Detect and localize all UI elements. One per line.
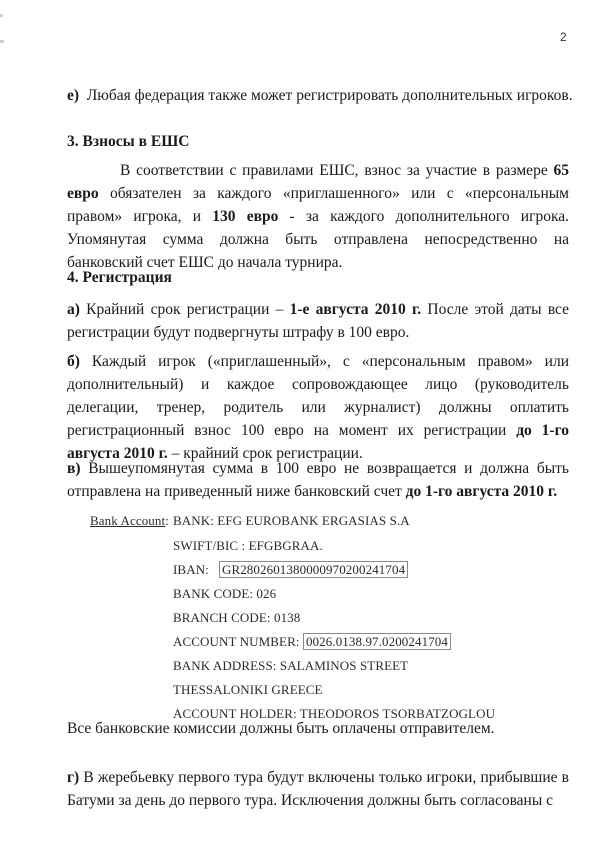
- bank-account-label: [90, 513, 169, 529]
- text: В соответствии с правилами ЕШС, взнос за участие в размере: [120, 162, 554, 179]
- label-text: Bank Account: [90, 513, 166, 528]
- text: обязателен за каждого «приглашенного» или с «персональным правом» игрока, и: [67, 185, 569, 225]
- deadline-date: до 1-го августа 2010 г.: [67, 422, 569, 462]
- section-heading-registration: 4. Регистрация: [67, 269, 172, 286]
- iban-row: [173, 562, 408, 578]
- account-number-label: ACCOUNT NUMBER:: [173, 634, 300, 649]
- item-marker: е): [67, 87, 80, 104]
- item-text: Любая федерация также может регистрировать дополнительных игроков.: [86, 87, 573, 104]
- text: После этой даты все регистрации будут подвергнуты штрафу в 100 евро.: [67, 301, 569, 341]
- text: Вышеупомянутая сумма в 100 евро не возвращается и должна быть отправлена на приведенный ниже банковский счет: [67, 460, 569, 500]
- account-holder: ACCOUNT HOLDER: THEODOROS TSORBATZOGLOU: [173, 706, 496, 721]
- account-number-value: 0026.0138.97.0200241704: [303, 633, 451, 650]
- text: Крайний срок регистрации –: [79, 301, 290, 318]
- item-marker: в): [67, 460, 81, 477]
- iban-value: GR2802601380000970200241704: [219, 561, 408, 578]
- scan-mark: [0, 14, 3, 17]
- bank-city: THESSALONIKI GREECE: [173, 682, 323, 697]
- item-marker: а): [67, 301, 80, 318]
- item-marker: г): [67, 769, 80, 786]
- bank-code: BANK CODE: 026: [173, 586, 277, 601]
- fee-amount-invited: 65 евро: [67, 162, 569, 202]
- fee-amount-additional: 130 евро: [212, 208, 279, 225]
- swift-code: SWIFT/BIC : EFGBGRAA.: [173, 538, 323, 553]
- item-g: [67, 766, 569, 812]
- iban-label: IBAN:: [173, 562, 209, 577]
- text: – крайний срок регистрации.: [167, 445, 363, 462]
- item-e: [67, 84, 573, 107]
- deadline-date: 1-е августа 2010 г.: [289, 301, 422, 318]
- item-a: [67, 298, 569, 344]
- section-heading-fees: 3. Взносы в ЕШС: [67, 133, 190, 150]
- fees-paragraph: [67, 159, 569, 274]
- bank-name: BANK: EFG EUROBANK ERGASIAS S.A: [173, 513, 410, 528]
- scan-mark: [0, 40, 4, 43]
- item-v: [67, 457, 569, 503]
- deadline-date: до 1-го августа 2010 г.: [405, 483, 558, 500]
- label-colon: :: [165, 513, 169, 528]
- fees-note: Все банковские комиссии должны быть оплачены отправителем.: [67, 720, 495, 737]
- text: - за каждого дополнительного игрока. Упомянутая сумма должна быть отправлена непосредственно на банковский счет ЕШС до начала турнира.: [67, 208, 569, 271]
- text: Каждый игрок («приглашенный», с «персональным правом» или дополнительный) и каждое сопровождающее лицо (руководитель делегации, тренер, родитель или журналист) должны оплатить регистрационный взнос 100 евро на момент их регистрации: [67, 353, 569, 439]
- bank-address: BANK ADDRESS: SALAMINOS STREET: [173, 658, 409, 673]
- page-number: 2: [560, 30, 567, 44]
- branch-code: BRANCH CODE: 0138: [173, 610, 301, 625]
- item-b: [67, 350, 569, 465]
- text: В жеребьевку первого тура будут включены только игроки, прибывшие в Батуми за день до первого тура. Исключения должны быть согласованы с: [67, 769, 569, 809]
- item-marker: б): [67, 353, 80, 370]
- account-number-row: [173, 634, 451, 650]
